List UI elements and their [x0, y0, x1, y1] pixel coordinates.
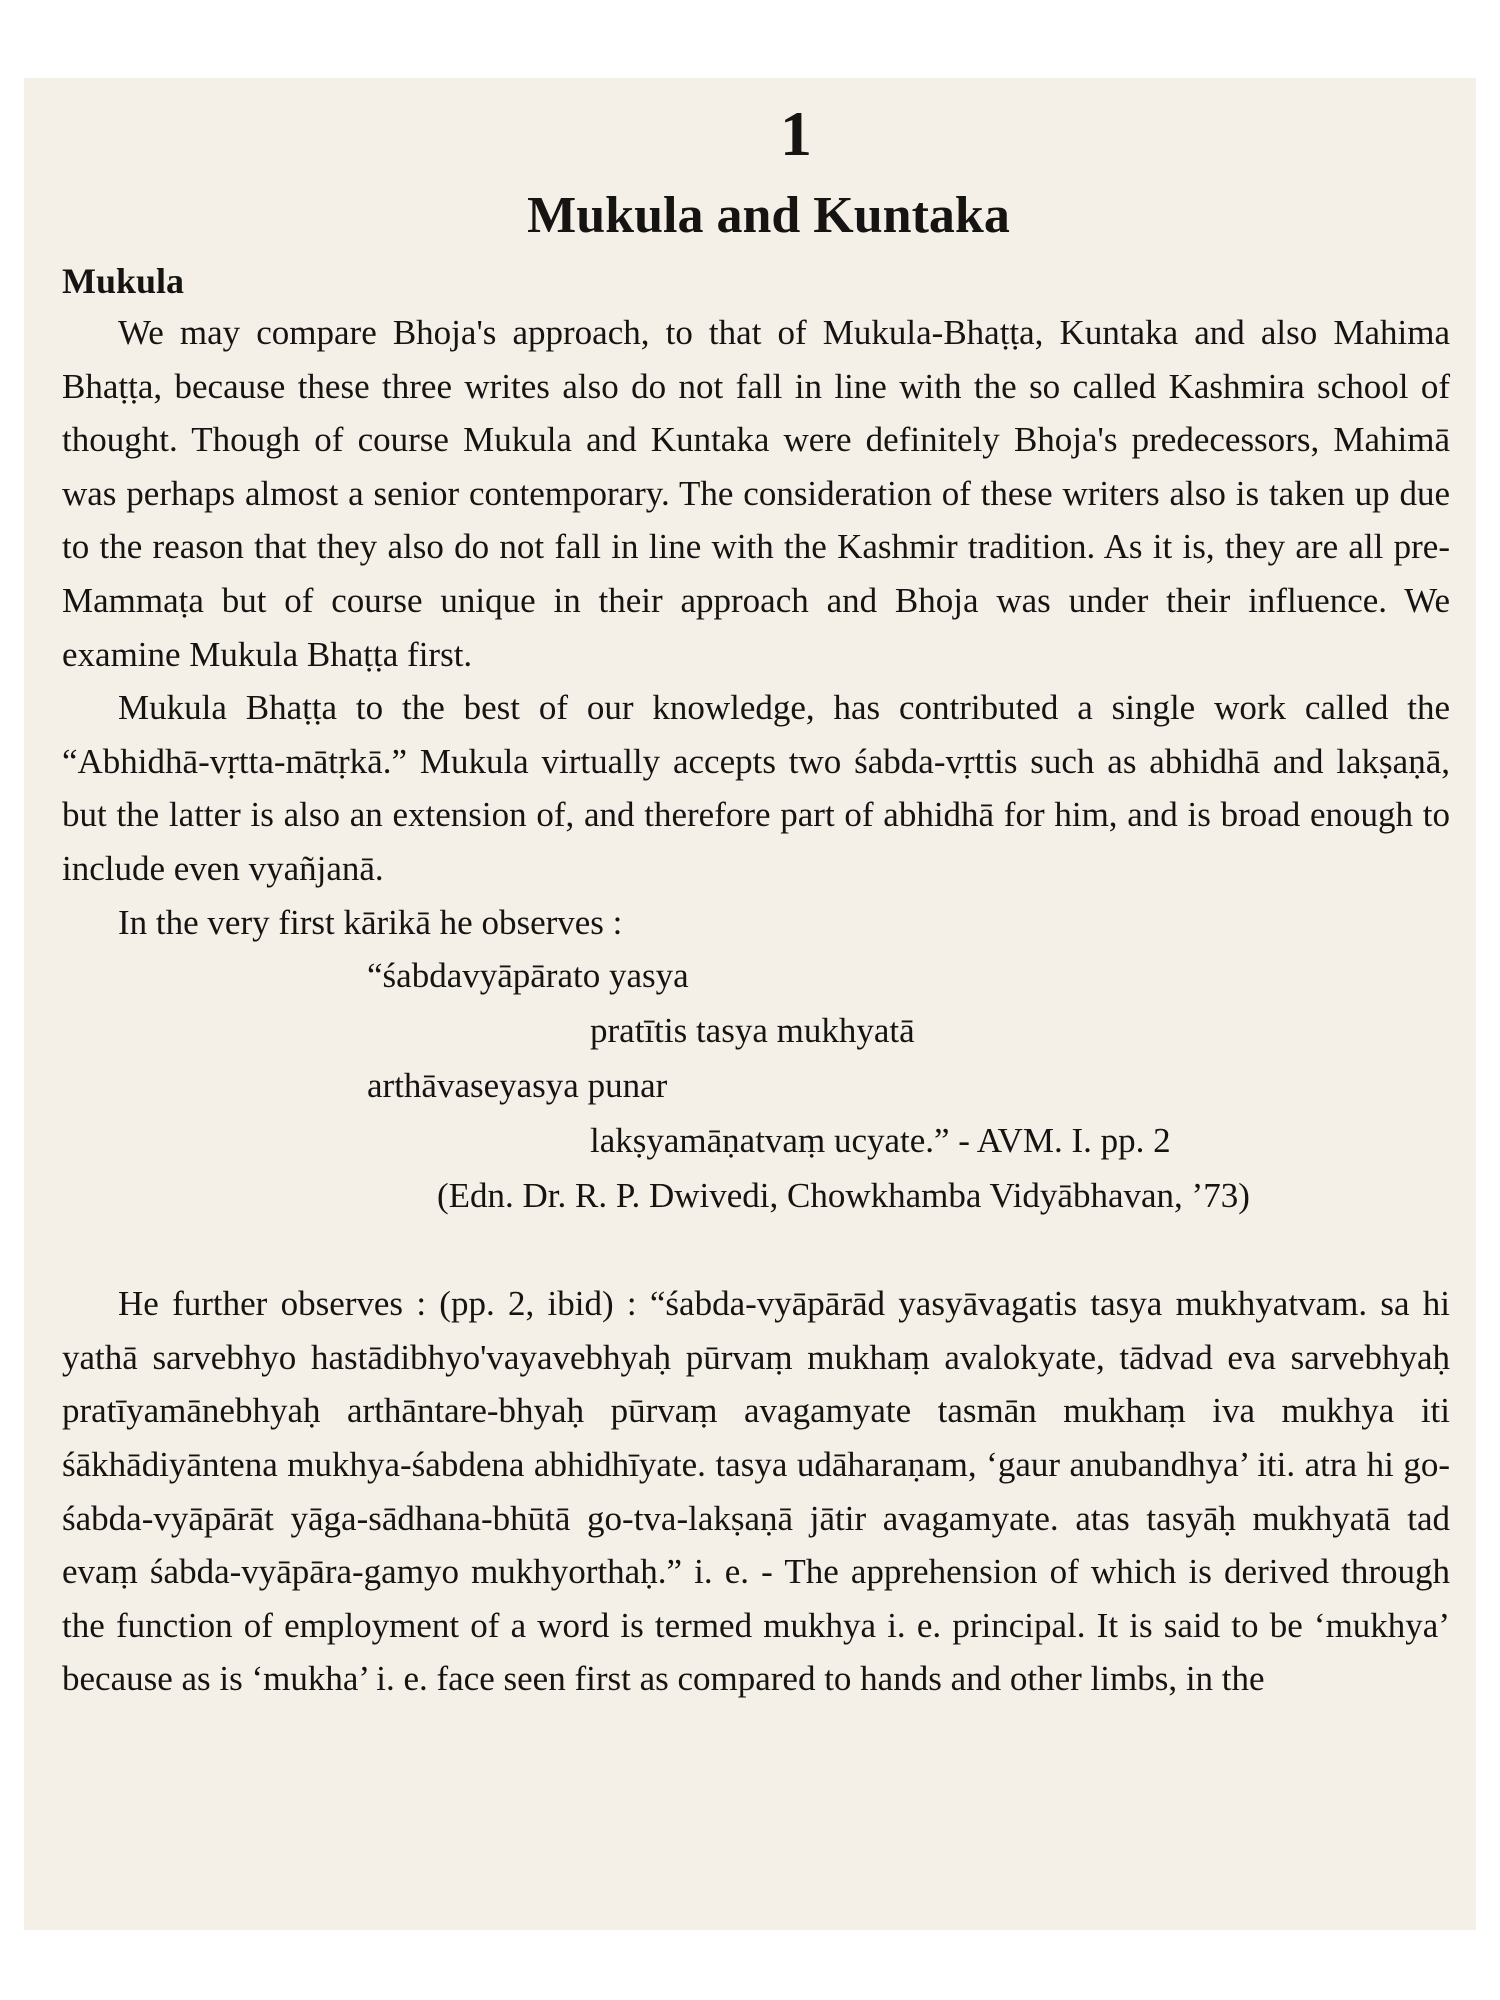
paragraph-mukula-work: Mukula Bhaṭṭa to the best of our knowledge, has contributed a single work called the “Abhidhā-vṛtta-mātṛkā.” Mukula virtually accepts two śabda-vṛttis such as abhidhā and lakṣaṇā, but the latter is also an extension of, and therefore part of abhidhā for him, and is broad enough to include even vyañjanā. — [62, 688, 1450, 888]
paragraph-intro: We may compare Bhoja's approach, to that of Mukula-Bhaṭṭa, Kuntaka and also Mahima Bhaṭṭa, because these three writes also do not fall in line with the so called Kashmira school of thought. Though of course Mukula and Kuntaka were definitely Bhoja's predecessors, Mahimā was perhaps almost a senior contemporary. The consideration of these writers also is taken up due to the reason that they also do not fall in line with the Kashmir tradition. As it is, they are all pre-Mammaṭa but of course unique in their approach and Bhoja was under their influence. We examine Mukula Bhaṭṭa first. — [62, 313, 1450, 674]
verse-quotation — [62, 949, 1450, 1261]
paragraph-karika-intro: In the very first kārikā he observes : — [118, 902, 623, 942]
chapter-title: Mukula and Kuntaka — [527, 187, 1010, 244]
spacer — [62, 1261, 1450, 1277]
verse-line-1: “śabdavyāpārato yasya — [367, 956, 689, 996]
verse-line-3: arthāvaseyasya punar — [367, 1066, 668, 1106]
book-page — [24, 78, 1476, 1930]
verse-line-4: lakṣyamāṇatvaṃ ucyate.” - AVM. I. pp. 2 — [590, 1121, 1171, 1161]
chapter-number: 1 — [780, 98, 812, 169]
paragraph-further: He further observes : (pp. 2, ibid) : “śabda-vyāpārād yasyāvagatis tasya mukhyatvam. sa hi yathā sarvebhyo hastādibhyo'vayavebhyaḥ pūrvaṃ mukhaṃ avalokyate, tādvad eva sarvebhyaḥ pratīyamānebhyaḥ arthāntare-bhyaḥ pūrvaṃ avagamyate tasmān mukhaṃ iva mukhya iti śākhādiyāntena mukhya-śabdena abhidhīyate. tasya udāharaṇam, ‘gaur anubandhya’ iti. atra hi go-śabda-vyāpārāt yāga-sādhana-bhūtā go-tva-lakṣaṇā jātir avagamyate. atas tasyāḥ mukhyatā tad evaṃ śabda-vyāpāra-gamyo mukhyorthaḥ.” i. e. - The apprehension of which is derived through the function of employment of a word is termed mukhya i. e. principal. It is said to be ‘mukhya’ because as is ‘mukha’ i. e. face seen first as compared to hands and other limbs, in the — [62, 1284, 1450, 1699]
section-heading: Mukula — [62, 261, 185, 301]
verse-citation: (Edn. Dr. R. P. Dwivedi, Chowkhamba Vidyābhavan, ’73) — [437, 1176, 1250, 1216]
page-text — [62, 78, 1450, 1706]
verse-line-2: pratītis tasya mukhyatā — [590, 1011, 915, 1051]
